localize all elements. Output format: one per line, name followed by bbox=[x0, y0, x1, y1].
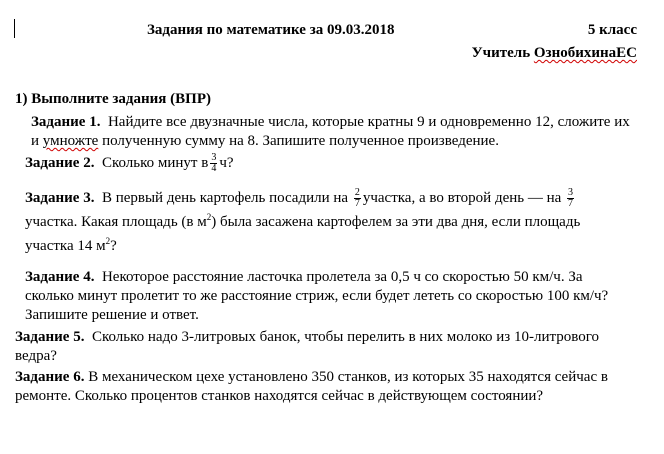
fraction-denominator: 7 bbox=[568, 198, 574, 210]
task-2-text-a: Сколько минут в bbox=[101, 154, 209, 171]
task-3-text-a: В первый день картофель посадили на bbox=[101, 190, 349, 206]
teacher-label: Учитель bbox=[471, 45, 531, 61]
task-3-text-e: ? bbox=[110, 238, 117, 254]
section-heading: 1) Выполните задания (ВПР) bbox=[15, 91, 211, 107]
fraction-numerator: 3 bbox=[211, 152, 217, 163]
grade-label: 5 класс bbox=[587, 22, 637, 38]
task-3-superscript-1: 2 bbox=[206, 212, 212, 222]
task-3-text-b: участка, а во второй день — на bbox=[362, 190, 562, 206]
task-5-text: Сколько надо 3-литровых банок, чтобы перелить в них молоко из 10-литрового ведра? bbox=[15, 329, 599, 364]
fraction-denominator: 4 bbox=[211, 163, 217, 174]
task-6 bbox=[15, 368, 615, 406]
task-1-flagged-word: умножте bbox=[42, 133, 99, 149]
task-1-text-a: Найдите все двузначные числа, которые кратны 9 и одновременно 12, сложите их и bbox=[31, 114, 630, 149]
task-1 bbox=[15, 113, 631, 151]
task-2-label: Задание 2. bbox=[25, 154, 95, 171]
task-6-text: В механическом цехе установлено 350 станков, из которых 35 находятся сейчас в ремонте. Сколько процентов станков находятся сейчас в действующем состоянии? bbox=[15, 369, 608, 404]
task-3-superscript-2: 2 bbox=[105, 236, 111, 246]
text-cursor bbox=[14, 19, 15, 38]
page-title: Задания по математике за 09.03.2018 bbox=[147, 22, 395, 38]
teacher-name: ОзнобихинаЕС bbox=[533, 45, 637, 61]
task-1-label: Задание 1. bbox=[31, 114, 101, 130]
fraction-numerator: 2 bbox=[354, 187, 360, 199]
task-6-label: Задание 6. bbox=[15, 369, 85, 385]
task-3-fraction-2 bbox=[567, 188, 574, 209]
task-2-text-b: ч? bbox=[219, 154, 234, 171]
task-2 bbox=[15, 153, 625, 174]
task-5-label: Задание 5. bbox=[15, 329, 85, 345]
task-3-label: Задание 3. bbox=[25, 190, 95, 206]
task-3-text-c: участка. Какая площадь (в м bbox=[25, 214, 207, 230]
fraction-numerator: 3 bbox=[568, 187, 574, 199]
task-4-text: Некоторое расстояние ласточка пролетела за 0,5 ч со скоростью 50 км/ч. За сколько минут пролетит то же расстояние стриж, если будет лететь со скоростью 100 км/ч? Запишите решение и ответ. bbox=[25, 269, 609, 323]
teacher-line bbox=[472, 45, 637, 62]
task-4 bbox=[15, 268, 625, 325]
task-3-text-d: ) была засажена картофелем за эти два дня, если площадь участка 14 м bbox=[25, 214, 581, 254]
task-3-fraction-1 bbox=[354, 188, 361, 209]
task-5 bbox=[15, 328, 615, 366]
task-2-fraction bbox=[210, 153, 217, 174]
task-3 bbox=[15, 186, 625, 258]
task-4-label: Задание 4. bbox=[25, 269, 95, 285]
task-1-text-b: полученную сумму на 8. Запишите полученное произведение. bbox=[102, 133, 499, 149]
fraction-denominator: 7 bbox=[354, 198, 360, 210]
